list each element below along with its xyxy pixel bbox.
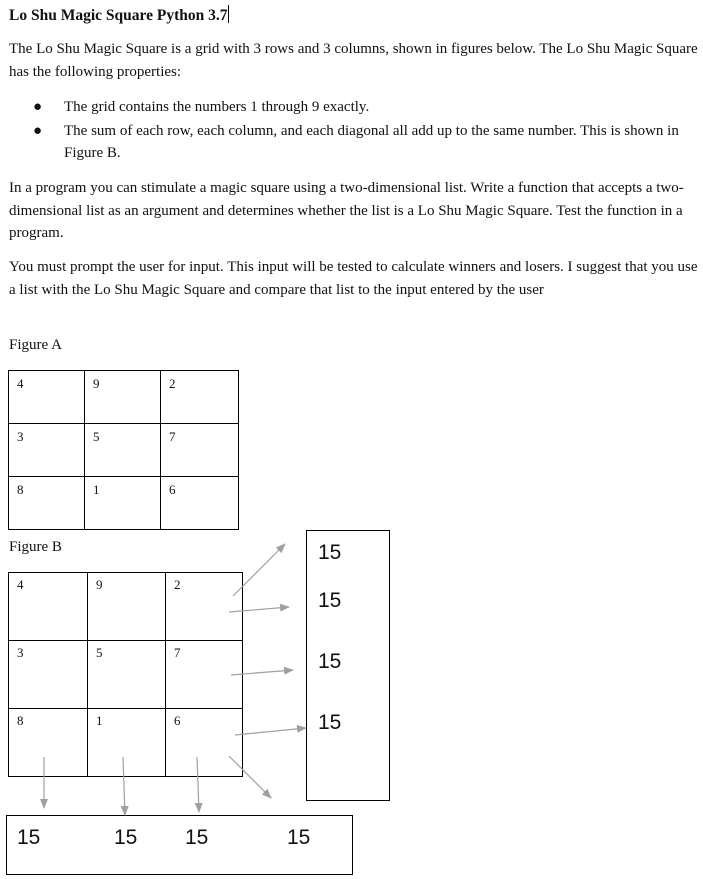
text-cursor [228, 5, 229, 23]
figure-b-grid [8, 572, 243, 777]
grid-cell: 6 [161, 477, 239, 530]
grid-cell: 3 [9, 424, 85, 477]
row-sum: 15 [318, 650, 342, 673]
column-sum: 15 [185, 826, 209, 849]
grid-row [9, 424, 239, 477]
figure-b-label: Figure B [9, 539, 62, 555]
grid-cell: 8 [9, 709, 88, 777]
grid-cell: 2 [166, 573, 243, 641]
row-sums-box [306, 530, 390, 801]
grid-row [9, 573, 243, 641]
grid-cell: 5 [88, 641, 166, 709]
figure-a-grid [8, 370, 239, 530]
figure-a-label: Figure A [9, 337, 62, 353]
grid-cell: 4 [9, 573, 88, 641]
column-sum: 15 [17, 826, 41, 849]
document-title: Lo Shu Magic Square Python 3.7 [9, 7, 228, 24]
bullet-icon: ● [33, 122, 43, 139]
row-sum: 15 [318, 589, 342, 612]
grid-cell: 3 [9, 641, 88, 709]
grid-cell: 7 [166, 641, 243, 709]
diagonal-sum: 15 [287, 826, 311, 849]
grid-cell: 7 [161, 424, 239, 477]
function-paragraph: In a program you can stimulate a magic square using a two-dimensional list. Write a function that accepts a two-dimensional list as an argument and determines whether the list is a Lo Shu Magic Square. Test the function in a program. [9, 180, 684, 241]
grid-cell: 8 [9, 477, 85, 530]
row-sum: 15 [318, 711, 342, 734]
bullet-item: ● The sum of each row, each column, and each diagonal all add up to the same number. This is shown in Figure B. [9, 120, 699, 165]
grid-cell: 4 [9, 371, 85, 424]
grid-row [9, 477, 239, 530]
column-sums-box [6, 815, 353, 875]
grid-cell: 5 [85, 424, 161, 477]
grid-cell: 9 [88, 573, 166, 641]
grid-cell: 2 [161, 371, 239, 424]
bullet-icon: ● [33, 99, 43, 115]
properties-list [9, 96, 699, 166]
grid-cell: 1 [88, 709, 166, 777]
row-arrow [235, 728, 306, 735]
grid-row [9, 709, 243, 777]
intro-paragraph: The Lo Shu Magic Square is a grid with 3 rows and 3 columns, shown in figures below. The Lo Shu Magic Square has the following properties: [9, 41, 698, 80]
grid-cell: 1 [85, 477, 161, 530]
column-sum: 15 [114, 826, 138, 849]
grid-row [9, 371, 239, 424]
grid-cell: 6 [166, 709, 243, 777]
grid-row [9, 641, 243, 709]
grid-cell: 9 [85, 371, 161, 424]
bullet-item: ● The grid contains the numbers 1 through 9 exactly. [9, 96, 699, 119]
diagonal-sum: 15 [318, 541, 342, 564]
input-paragraph: You must prompt the user for input. This input will be tested to calculate winners and losers. I suggest that you use a list with the Lo Shu Magic Square and compare that list to the input entered by the user [9, 259, 698, 298]
